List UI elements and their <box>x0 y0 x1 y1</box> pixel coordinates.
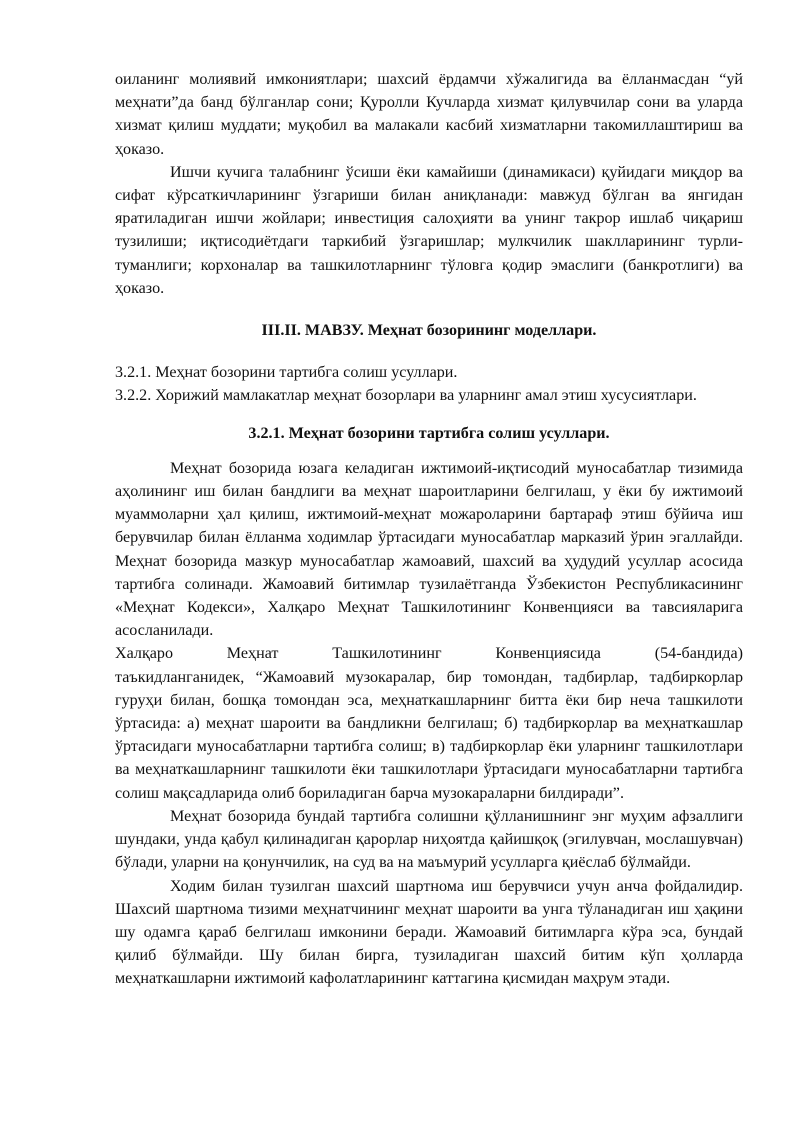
advantage-paragraph: Меҳнат бозорида бундай тартибга солишни қўлланишнинг энг муҳим афзаллиги шундаки, унда қабул қилинадиган қарорлар ниҳоятда қайишқоқ (эгилувчан, мослашувчан) бўлади, уларни на қонунчилик, на суд ва на маъмурий усулларга қиёслаб бўлмайди. <box>115 807 743 872</box>
intro-paragraph: оиланинг молиявий имкониятлари; шахсий ёрдамчи хўжалигида ва ёлланмасдан “уй меҳнати”да банд бўлганлар сони; Қуролли Кучларда хизмат қилувчилар сони ва уларда хизмат қилиш муддати; муқобил ва малакали касбий хизматларни такомиллаштириш ва ҳоказо. <box>115 71 743 158</box>
toc-item-1: 3.2.1. Меҳнат бозорини тартибга солиш усуллари. <box>115 364 458 382</box>
topic-heading: III.II. МАВЗУ. Меҳнат бозорининг моделлари. <box>261 322 597 340</box>
labor-demand-paragraph: Ишчи кучига талабнинг ўсиши ёки камайиши (динамикаси) қуйидаги миқдор ва сифат кўрсаткичларининг ўзгариши билан аниқланади: мавжуд бўлган ва янгидан яратиладиган ишчи жойлари; инвестиция салоҳияти ва унинг такрор ишлаб чиқариш тузилиши; иқтисодиётдаги таркибий ўзгаришлар; мулкчилик шаклларининг турли-туманлиги; корхоналар ва ташкилотларнинг тўловга қодир эмаслиги (банкротлиги) ва ҳоказо. <box>115 163 743 297</box>
social-labor-paragraph-spread-line: Халқаро Меҳнат Ташкилотининг Конвенциясида (54-бандида) <box>115 645 743 663</box>
social-labor-paragraph-part2: таъкидланганидек, “Жамоавий музокаралар, бир томондан, тадбирлар, тадбиркорлар гуруҳи билан, бошқа томондан эса, меҳнаткашларнинг битта ёки бир неча ташкилоти ўртасида: а) меҳнат шароити ва бандликни белгилаш; б) тадбиркорлар ва меҳнаткашлар ўртасидаги муносабатларни тартибга солиш; в) тадбиркорлар ёки уларнинг ташкилотлари ва меҳнаткашларнинг ташкилоти ёки ташкилотлари ўртасидаги муносабатларни тартибга солиш мақсадларида олиб бориладиган барча музокараларни билдиради”. <box>115 668 743 802</box>
section-heading: 3.2.1. Меҳнат бозорини тартибга солиш усуллари. <box>248 424 610 442</box>
contract-paragraph: Ходим билан тузилган шахсий шартнома иш берувчиси учун анча фойдалидир. Шахсий шартнома тизими меҳнатчининг меҳнат шароити ва унга тўланадиган иш ҳақини шу одамга қараб белгилаш имконини беради. Жамоавий битимларга кўра эса, бундай қилиб бўлмайди. Шу билан бирга, тузиладиган шахсий битим кўп ҳолларда меҳнаткашларни ижтимоий кафолатларининг каттагина қисмидан маҳрум этади. <box>115 877 743 988</box>
toc-item-2: 3.2.2. Хорижий мамлакатлар меҳнат бозорлари ва уларнинг амал этиш хусусиятлари. <box>115 387 697 405</box>
table-of-contents <box>115 361 743 407</box>
document-page <box>115 68 743 991</box>
social-labor-paragraph-part1: Меҳнат бозорида юзага келадиган ижтимоий-иқтисодий муносабатлар тизимида аҳолининг иш билан бандлиги ва меҳнат шароитларини белгилаш, у ёки бу ижтимоий муаммоларни ҳал қилиш, ижтимоий-меҳнат можароларини бартараф этиш бўйича иш берувчилар билан ёлланма ходимлар ўртасидаги муносабатлар марказий ўрин эгаллайди. Меҳнат бозорида мазкур муносабатлар жамоавий, шахсий ва ҳудудий усуллар асосида тартибга солинади. Жамоавий битимлар тузилаётганда Ўзбекистон Республикасининг «Меҳнат Кодекси», Халқаро Меҳнат Ташкилотининг Конвенцияси ва тавсияларига асосланилади. <box>115 459 743 640</box>
